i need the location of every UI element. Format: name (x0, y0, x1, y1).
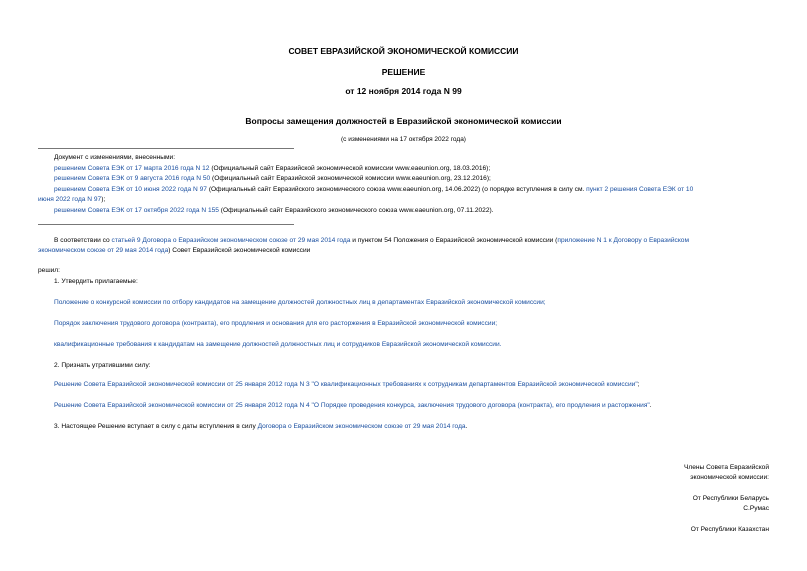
repealed-item: Решение Совета Евразийской экономической комиссии от 25 января 2012 года N 3 "О квалификационных требованиях к сотрудникам департаментов Евразийской экономической комиссии"; (54, 381, 640, 388)
amendment-item: решением Совета ЕЭК от 17 октября 2022 года N 155 (Официальный сайт Евразийского экономического союза www.eaeunion.org, 07.11.2022). (54, 207, 494, 214)
amendment-item-continued: июня 2022 года N 97); (38, 196, 106, 203)
amendment-item: решением Совета ЕЭК от 10 июня 2022 года N 97 (Официальный сайт Евразийского экономического союза www.eaeunion.org, 14.06.2022) (о порядке вступления в силу см. пункт 2 решения Совета ЕЭК от 10 (54, 186, 694, 193)
repealed-item: Решение Совета Евразийской экономической комиссии от 25 января 2012 года N 4 "О Порядке проведения конкурса, заключения трудового договора (контракта), его продления и расторжения". (54, 402, 652, 409)
changes-note: (с изменениями на 17 октября 2022 года) (341, 136, 466, 143)
repealed-decision-link[interactable]: Решение Совета Евразийской экономической комиссии от 25 января 2012 года N 4 "О Порядке проведения конкурса, заключения трудового договора (контракта), его продления и расторжения" (54, 402, 650, 409)
doc-title: Вопросы замещения должностей в Евразийской экономической комиссии (245, 116, 562, 126)
annex-link[interactable]: приложение N 1 к Договору о Евразийском (557, 237, 689, 244)
divider-top (38, 148, 294, 149)
annex-link-cont[interactable]: экономическом союзе от 29 мая 2014 года (38, 247, 169, 254)
approved-item-link[interactable]: Положение о конкурсной комиссии по отбору кандидатов на замещение должностей должностных лиц в департаментах Евразийской экономической комиссии; (54, 299, 546, 306)
preamble-line2: экономическом союзе от 29 мая 2014 года) Совет Евразийской экономической комиссии (38, 247, 311, 254)
doc-type: РЕШЕНИЕ (381, 67, 426, 77)
divider-bottom (38, 224, 294, 225)
treaty-article-link[interactable]: статьей 9 Договора о Евразийском экономическом союзе от 29 мая 2014 года (111, 237, 351, 244)
members-line1: Члены Совета Евразийской (683, 464, 769, 471)
amendment-item: решением Совета ЕЭК от 17 марта 2016 года N 12 (Официальный сайт Евразийской экономической комиссии www.eaeunion.org, 18.03.2016); (54, 165, 491, 172)
kazakhstan-label: От Республики Казахстан (690, 526, 769, 533)
approved-item-link[interactable]: Порядок заключения трудового договора (контракта), его продления и основания для его расторжения в Евразийской экономической комиссии; (54, 320, 498, 327)
amendment-item: решением Совета ЕЭК от 9 августа 2016 года N 50 (Официальный сайт Евразийской экономической комиссии www.eaeunion.org, 23.12.2016); (54, 175, 491, 182)
approved-item-link[interactable]: квалификационные требования к кандидатам на замещение должностей должностных лиц и сотрудников Евразийской экономической комиссии. (54, 341, 502, 348)
amendment-link[interactable]: решением Совета ЕЭК от 17 октября 2022 года N 155 (54, 207, 219, 214)
members-line2: экономической комиссии: (690, 474, 769, 481)
amendment-link-point2[interactable]: пункт 2 решения Совета ЕЭК от 10 (586, 186, 694, 193)
repealed-decision-link[interactable]: Решение Совета Евразийской экономической комиссии от 25 января 2012 года N 3 "О квалификационных требованиях к сотрудникам департаментов Евразийской экономической комиссии" (54, 381, 638, 388)
amendment-link[interactable]: решением Совета ЕЭК от 9 августа 2016 года N 50 (54, 175, 211, 182)
belarus-signatory: С.Румас (743, 505, 769, 512)
preamble-line1: В соответствии со статьей 9 Договора о Евразийском экономическом союзе от 29 мая 2014 года и пунктом 54 Положения о Евразийской экономической комиссии (приложение N 1 к Договору о Евразийском (54, 237, 689, 244)
point-1-label: 1. Утвердить прилагаемые: (54, 278, 138, 285)
point-2-label: 2. Признать утратившими силу: (54, 362, 151, 369)
amendment-link-cont[interactable]: июня 2022 года N 97 (38, 196, 102, 203)
treaty-link[interactable]: Договора о Евразийском экономическом союзе от 29 мая 2014 года (257, 423, 466, 430)
amendments-intro: Документ с изменениями, внесенными: (54, 154, 176, 161)
point-3: 3. Настоящее Решение вступает в силу с даты вступления в силу Договора о Евразийском экономическом союзе от 29 мая 2014 года. (54, 423, 468, 430)
amendment-link[interactable]: решением Совета ЕЭК от 17 марта 2016 года N 12 (54, 165, 210, 172)
belarus-label: От Республики Беларусь (692, 495, 769, 502)
amendment-link[interactable]: решением Совета ЕЭК от 10 июня 2022 года N 97 (54, 186, 207, 193)
decided-label: решил: (38, 267, 60, 274)
date-number: от 12 ноября 2014 года N 99 (345, 86, 462, 96)
org-name: СОВЕТ ЕВРАЗИЙСКОЙ ЭКОНОМИЧЕСКОЙ КОМИССИИ (288, 46, 519, 56)
